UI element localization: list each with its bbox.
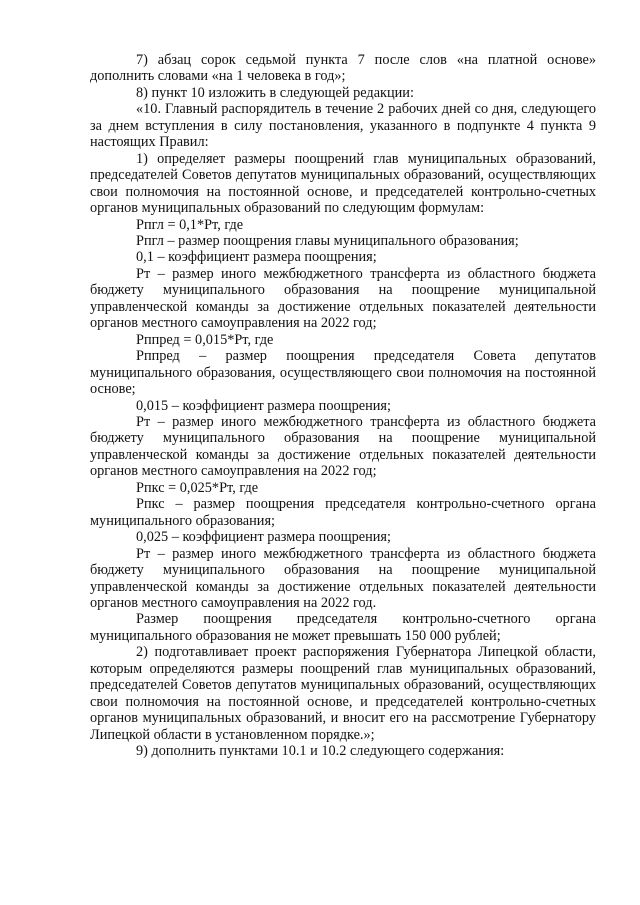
- paragraph-subpoint-2: 2) подготавливает проект распоряжения Губернатора Липецкой области, которым определяются размеры поощрений глав муниципальных образований, председателей Советов депутатов муниципальных образований, осуществляющих свои полномочия на постоянной основе, и председателей контрольно-счетных органов муниципальных образований, и вносит его на рассмотрение Губернатору Липецкой области в установленном порядке.»;: [90, 644, 596, 743]
- formula-definition: Рпгл – размер поощрения главы муниципального образования;: [136, 232, 519, 249]
- paragraph-subpoint-1: 1) определяет размеры поощрений глав муниципальных образований, председателей Советов депутатов муниципальных образований, осуществляющих свои полномочия на постоянной основе, и председателей контрольно-счетных органов муниципальных образований по следующим формулам:: [90, 150, 596, 217]
- paragraph-item-8: 8) пункт 10 изложить в следующей редакции:: [136, 84, 414, 101]
- transfer-chair-definition: Рт – размер иного межбюджетного трансферта из областного бюджета бюджету муниципального образования на поощрение муниципальной управленческой команды за достижение отдельных показателей деятельности органов местного самоуправления на 2022 год;: [90, 413, 596, 480]
- document-page: [90, 52, 596, 759]
- formula-audit-definition: Рпкс – размер поощрения председателя контрольно-счетного органа муниципального образования;: [90, 496, 596, 529]
- formula-chair: Рппред = 0,015*Рт, где: [136, 331, 274, 348]
- coefficient-chair-definition: 0,015 – коэффициент размера поощрения;: [136, 397, 391, 414]
- paragraph-point-10: «10. Главный распорядитель в течение 2 рабочих дней со дня, следующего за днем вступления в силу постановления, указанного в подпункте 4 пункта 9 настоящих Правил:: [90, 101, 596, 151]
- formula-audit: Рпкс = 0,025*Рт, где: [136, 479, 259, 496]
- coefficient-audit-definition: 0,025 – коэффициент размера поощрения;: [136, 529, 391, 546]
- formula-head: Рпгл = 0,1*Рт, где: [136, 216, 244, 233]
- coefficient-definition: 0,1 – коэффициент размера поощрения;: [136, 249, 377, 266]
- transfer-definition: Рт – размер иного межбюджетного трансферта из областного бюджета бюджету муниципального образования на поощрение муниципальной управленческой команды за достижение отдельных показателей деятельности органов местного самоуправления на 2022 год;: [90, 265, 596, 332]
- transfer-audit-definition: Рт – размер иного межбюджетного трансферта из областного бюджета бюджету муниципального образования на поощрение муниципальной управленческой команды за достижение отдельных показателей деятельности органов местного самоуправления на 2022 год.: [90, 545, 596, 611]
- paragraph-item-9: 9) дополнить пунктами 10.1 и 10.2 следующего содержания:: [136, 743, 505, 760]
- limit-paragraph: Размер поощрения председателя контрольно-счетного органа муниципального образования не может превышать 150 000 рублей;: [90, 611, 596, 644]
- formula-chair-definition: Рппред – размер поощрения председателя Совета депутатов муниципального образования, осуществляющего свои полномочия на постоянной основе;: [90, 348, 596, 398]
- paragraph-item-7: 7) абзац сорок седьмой пункта 7 после слов «на платной основе» дополнить словами «на 1 человека в год»;: [90, 52, 596, 85]
